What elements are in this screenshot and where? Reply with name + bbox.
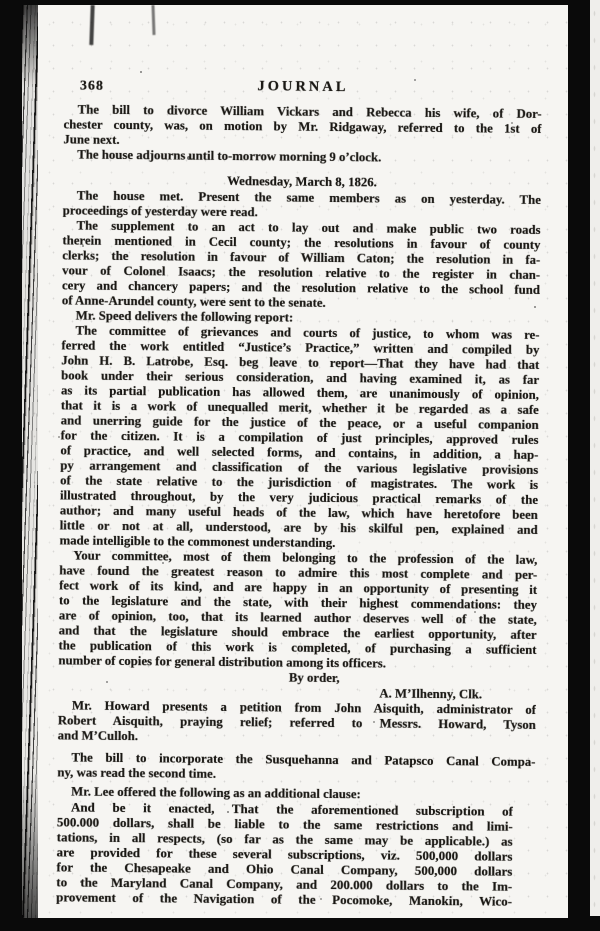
paragraph <box>58 548 537 673</box>
text-line: The bill to divorce William Vickars and Rebecca his wife, of Dor- <box>77 102 542 121</box>
text-line: for the Chesapeake and Ohio Canal Company, 500,000 dollars <box>56 859 513 879</box>
text-line: have found the greatest reason to admire this most complete and per- <box>59 563 538 582</box>
ink-speckles <box>22 5 24 7</box>
paragraph <box>57 750 535 785</box>
text-line: By order, <box>288 670 340 686</box>
text-line: ny, was read the second time. <box>57 765 217 781</box>
text-line: therein mentioned in Cecil county; the resolutions in favour of county <box>62 233 541 252</box>
text-line: vour of Colonel Isaacs; the resolution relative to the register in chan- <box>62 263 541 282</box>
running-head: JOURNAL <box>257 78 349 96</box>
text-line: illustrated throughout, by the very judicious practical remarks of the <box>59 488 539 507</box>
paragraph <box>56 799 513 908</box>
text-line: are of opinion, too, that its learned author deserves well of the state, <box>58 608 537 627</box>
paragraph <box>58 698 536 748</box>
text-line: Mr. Lee offered the following as an additional clause: <box>71 784 361 802</box>
text-line: of practice, and well selected forms, and contains, in addition, a hap- <box>60 443 539 462</box>
page-header <box>64 76 542 101</box>
text-line: of Anne-Arundel county, were sent to the senate. <box>61 293 326 310</box>
text-line: and that the legislature should embrace the earliest opportunity, after <box>58 623 537 642</box>
text-line: John H. B. Latrobe, Esq. beg leave to report—That they have had that <box>61 353 540 372</box>
text-line: and unerring guide for the justice of the peace, or a useful companion <box>60 413 539 432</box>
text-line: as its partial publication has allowed them, are unanimously of opinion, <box>60 383 540 402</box>
text-line: author; and many useful heads of the law, which have heretofore been <box>59 503 538 522</box>
text-line: ferred the work entitled “Justice’s Practice,” written and compiled by <box>61 338 540 357</box>
text-line: clerks; the resolution in favour of William Caton; the resolution in fa- <box>62 248 541 267</box>
text-line: and M’Culloh. <box>57 728 139 744</box>
text-line: provement of the Navigation of the Pocomoke, Manokin, Wico- <box>56 889 513 909</box>
text-line: to the Maryland Canal Company, and 200.000 dollars to the Im- <box>56 874 513 894</box>
text-line: The house adjourns until to-morrow morning 9 o’clock. <box>77 147 382 165</box>
right-film-strip <box>590 0 600 916</box>
text-line: A. M’Ilhenny, Clk. <box>379 686 483 702</box>
paragraph <box>63 102 541 152</box>
text-line: to the legislature and the state, with their highest commendations: they <box>58 593 538 612</box>
text-line: number of copies for general distribution among its officers. <box>58 653 387 671</box>
text-line: for the citizen. It is a compilation of just principles, approved rules <box>60 428 539 447</box>
page-number: 368 <box>79 78 105 94</box>
text-line: The bill to incorporate the Susquehanna and Patapsco Canal Compa- <box>71 750 536 769</box>
text-line: And be it enacted, That the aforementioned subscription of <box>70 799 514 819</box>
text-line: py arrangement and classification of the various legislative provisions <box>60 458 539 477</box>
text-body <box>56 102 542 909</box>
page-scan <box>22 5 568 918</box>
text-line: The supplement to an act to lay out and make public two roads <box>76 218 541 237</box>
paragraph <box>63 188 541 223</box>
text-line: book under their serious consideration, and having examined it, as far <box>61 368 540 387</box>
text-line: are provided for these several subscriptions, viz. 500,000 dollars <box>56 844 513 864</box>
text-line: that it is a work of unequalled merit, whether it be regarded as a safe <box>60 398 539 417</box>
page-left-ragged-edge <box>22 5 38 918</box>
text-line: June next. <box>63 132 120 147</box>
text-line: Your committee, most of them belonging to the profession of the law, <box>73 548 538 567</box>
text-line: cery and chancery papers; and the resolution relative to the school fund <box>61 278 541 297</box>
text-line: made intelligible to the commonest understanding. <box>59 533 336 551</box>
smudge-streak <box>151 5 155 35</box>
smudge-streak <box>89 5 94 45</box>
text-line: 500.000 dollars, shall be liable to the same restrictions and limi- <box>56 814 513 834</box>
paragraph <box>59 323 539 553</box>
text-line: fect work of its kind, and are happy in an opportunity of presenting it <box>59 578 538 597</box>
text-line: Wednesday, March 8, 1826. <box>227 173 377 190</box>
text-line: Mr. Speed delivers the following report: <box>75 308 294 325</box>
text-line: the publication of this work is completed, of purchasing a sufficient <box>58 638 537 657</box>
text-line: The committee of grievances and courts of justice, to whom was re- <box>75 323 540 342</box>
text-line: tations, in all respects, (so far as the same may be applicable.) as <box>56 829 513 849</box>
text-line: chester county, was, on motion by Mr. Ridgaway, referred to the 1st of <box>63 117 542 136</box>
text-line: Robert Aisquith, praying relief; referred to Messrs. Howard, Tyson <box>57 713 536 732</box>
paragraph <box>62 218 541 313</box>
text-line: little or not at all, understood, are by his skilful pen, explained and <box>59 518 538 537</box>
text-line: proceedings of yesterday were read. <box>62 203 258 220</box>
paragraph <box>63 147 541 167</box>
text-line: Mr. Howard presents a petition from John Aisquith, administrator of <box>71 698 537 717</box>
page-text <box>56 76 542 909</box>
text-line: of the state relative to the jurisdiction of magistrates. The work is <box>60 473 539 492</box>
text-line: The house met. Present the same members as on yesterday. The <box>76 188 541 207</box>
